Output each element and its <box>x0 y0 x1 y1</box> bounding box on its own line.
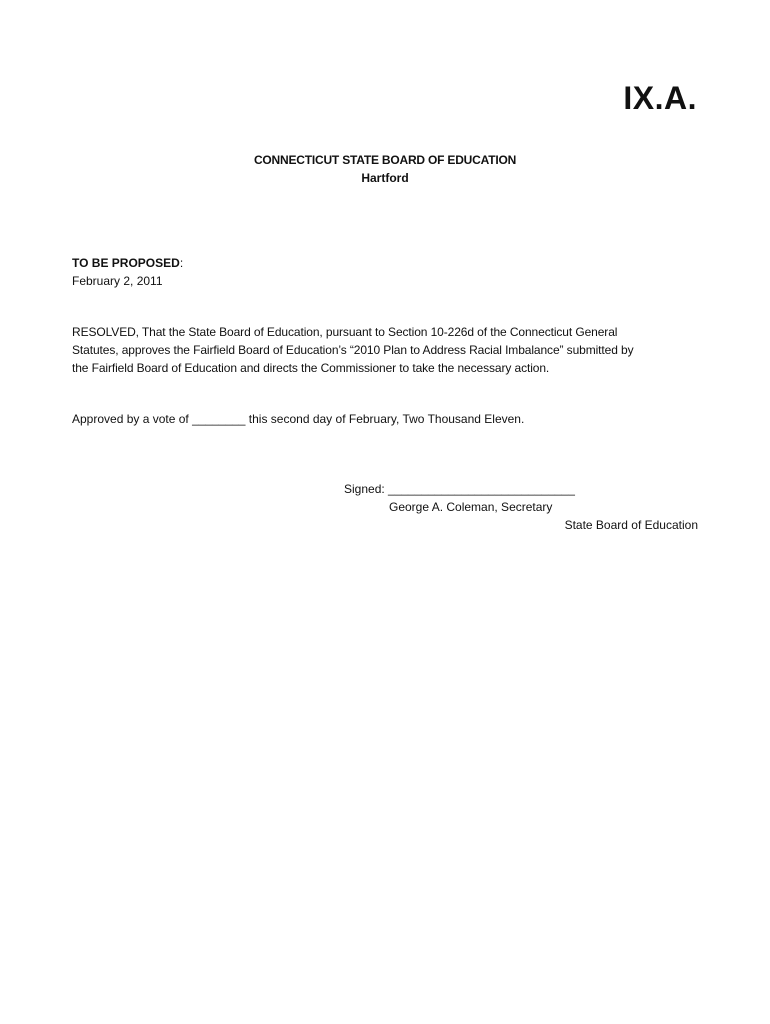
proposal-block <box>72 254 183 290</box>
header-organization: CONNECTICUT STATE BOARD OF EDUCATION <box>253 153 517 167</box>
resolution-line-2: Statutes, approves the Fairfield Board of Education’s “2010 Plan to Address Racial Imbalance” submitted by <box>72 343 634 357</box>
resolution-line-1: RESOLVED, That the State Board of Education, pursuant to Section 10-226d of the Connecticut General <box>72 325 618 339</box>
approval-statement: Approved by a vote of ________ this second day of February, Two Thousand Eleven. <box>72 412 525 426</box>
proposal-label-suffix: : <box>179 256 184 270</box>
proposal-date: February 2, 2011 <box>72 274 163 288</box>
header-location: Hartford <box>361 171 409 185</box>
resolution-line-3: the Fairfield Board of Education and directs the Commissioner to take the necessary action. <box>72 361 550 375</box>
resolution-paragraph <box>72 323 692 377</box>
proposal-heading <box>72 254 183 272</box>
agenda-item-number: IX.A. <box>623 80 697 116</box>
proposal-label: TO BE PROPOSED <box>72 256 180 270</box>
signer-name-title: George A. Coleman, Secretary <box>389 500 553 514</box>
document-header <box>0 151 770 187</box>
signer-organization: State Board of Education <box>564 518 698 532</box>
signature-line: Signed: ____________________________ <box>344 482 575 496</box>
